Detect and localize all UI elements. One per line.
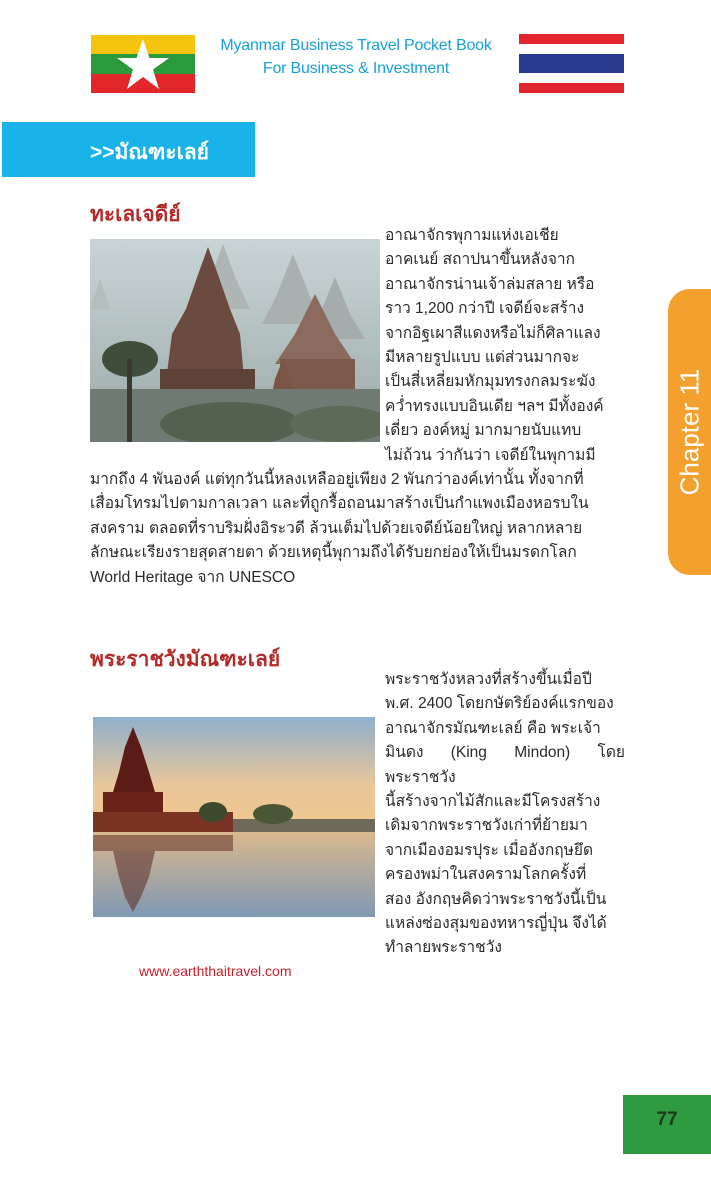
chapter-tab	[668, 289, 711, 575]
header-title-line2: For Business & Investment	[262, 60, 450, 77]
text-line: ไม่ถ้วน ว่ากันว่า เจดีย์ในพุกามมี	[385, 446, 596, 464]
mandalay-palace-photo	[93, 717, 375, 917]
text-line: ลักษณะเรียงรายสุดสายตา ด้วยเหตุนี้พุกามถึงได้รับยกย่องให้เป็นมรดกโลก	[90, 544, 577, 562]
text-line: อาคเนย์ สถาปนาขึ้นหลังจาก	[385, 251, 575, 269]
header-title-line1: Myanmar Business Travel Pocket Book	[220, 37, 492, 54]
article1-heading: ทะเลเจดีย์	[90, 203, 181, 226]
text-line: สงคราม ตลอดที่ราบริมฝั่งอิระวดี ล้วนเต็มไปด้วยเจดีย์น้อยใหญ่ หลากหลาย	[90, 519, 583, 537]
text-line: จากเมืองอมรปุระ เมื่ออังกฤษยึด	[385, 841, 594, 859]
thailand-flag	[519, 34, 624, 93]
text-line: พระราชวังหลวงที่สร้างขึ้นเมื่อปี	[385, 671, 592, 688]
text-line: คว่ำทรงแบบอินเดีย ฯลฯ มีทั้งองค์	[385, 397, 604, 415]
text-line: แหล่งซ่องสุมของทหารญี่ปุ่น จึงได้	[385, 915, 607, 933]
text-line: ทำลายพระราชวัง	[385, 939, 502, 957]
text-line: นี้สร้างจากไม้สักและมีโครงสร้าง	[385, 793, 601, 811]
text-line: อาณาจักรมัณฑะเลย์ คือ พระเจ้า	[385, 719, 601, 737]
text-line: สอง อังกฤษคิดว่าพระราชวังนี้เป็น	[385, 890, 607, 908]
section-title: >>มัณฑะเลย์	[90, 141, 209, 164]
text-line: มากถึง 4 พันองค์ แต่ทุกวันนี้หลงเหลืออยู่เพียง 2 พันกว่าองค์เท่านั้น ทั้งจากที่	[90, 471, 584, 488]
text-line: เสื่อมโทรมไปตามกาลเวลา และที่ถูกรื้อถอนมาสร้างเป็นกำแพงเมืองหอรบใน	[90, 495, 589, 513]
bagan-pagodas-photo	[90, 239, 380, 442]
source-link[interactable]: www.earththaitravel.com	[139, 963, 292, 979]
text-line: เดิมจากพระราชวังเก่าที่ย้ายมา	[385, 817, 588, 835]
star-icon	[91, 35, 195, 93]
text-line: เดี่ยว องค์หมู่ มากมายนับแทบ	[385, 422, 582, 440]
text-line: อาณาจักรพุกามแห่งเอเชีย	[385, 227, 559, 244]
text-line: ครองพม่าในสงครามโลกครั้งที่	[385, 866, 587, 884]
text-line: มินดง (King Mindon) โดยพระราชวัง	[385, 744, 625, 786]
text-line: อาณาจักรน่านเจ้าล่มสลาย หรือ	[385, 275, 595, 293]
text-line: เป็นสี่เหลี่ยมหักมุมทรงกลมระฆัง	[385, 373, 596, 391]
text-line: มีหลายรูปแบบ แต่ส่วนมากจะ	[385, 349, 580, 367]
page-number: 77	[656, 1109, 678, 1130]
text-line: World Heritage จาก UNESCO	[90, 568, 296, 586]
text-line: ราว 1,200 กว่าปี เจดีย์จะสร้าง	[385, 300, 585, 318]
chapter-label: Chapter 11	[674, 368, 704, 496]
section-banner	[2, 122, 255, 177]
article1-text-full	[90, 468, 625, 590]
myanmar-flag	[91, 35, 195, 93]
text-line: จากอิฐเผาสีแดงหรือไม่ก็ศิลาแลง	[385, 324, 601, 342]
header-title	[198, 34, 514, 80]
article1-text-column	[385, 224, 625, 468]
article2-text-column	[385, 668, 625, 961]
article2-heading: พระราชวังมัณฑะเลย์	[90, 648, 281, 671]
text-line: พ.ศ. 2400 โดยกษัตริย์องค์แรกของ	[385, 695, 614, 713]
page-number-box	[623, 1095, 711, 1154]
